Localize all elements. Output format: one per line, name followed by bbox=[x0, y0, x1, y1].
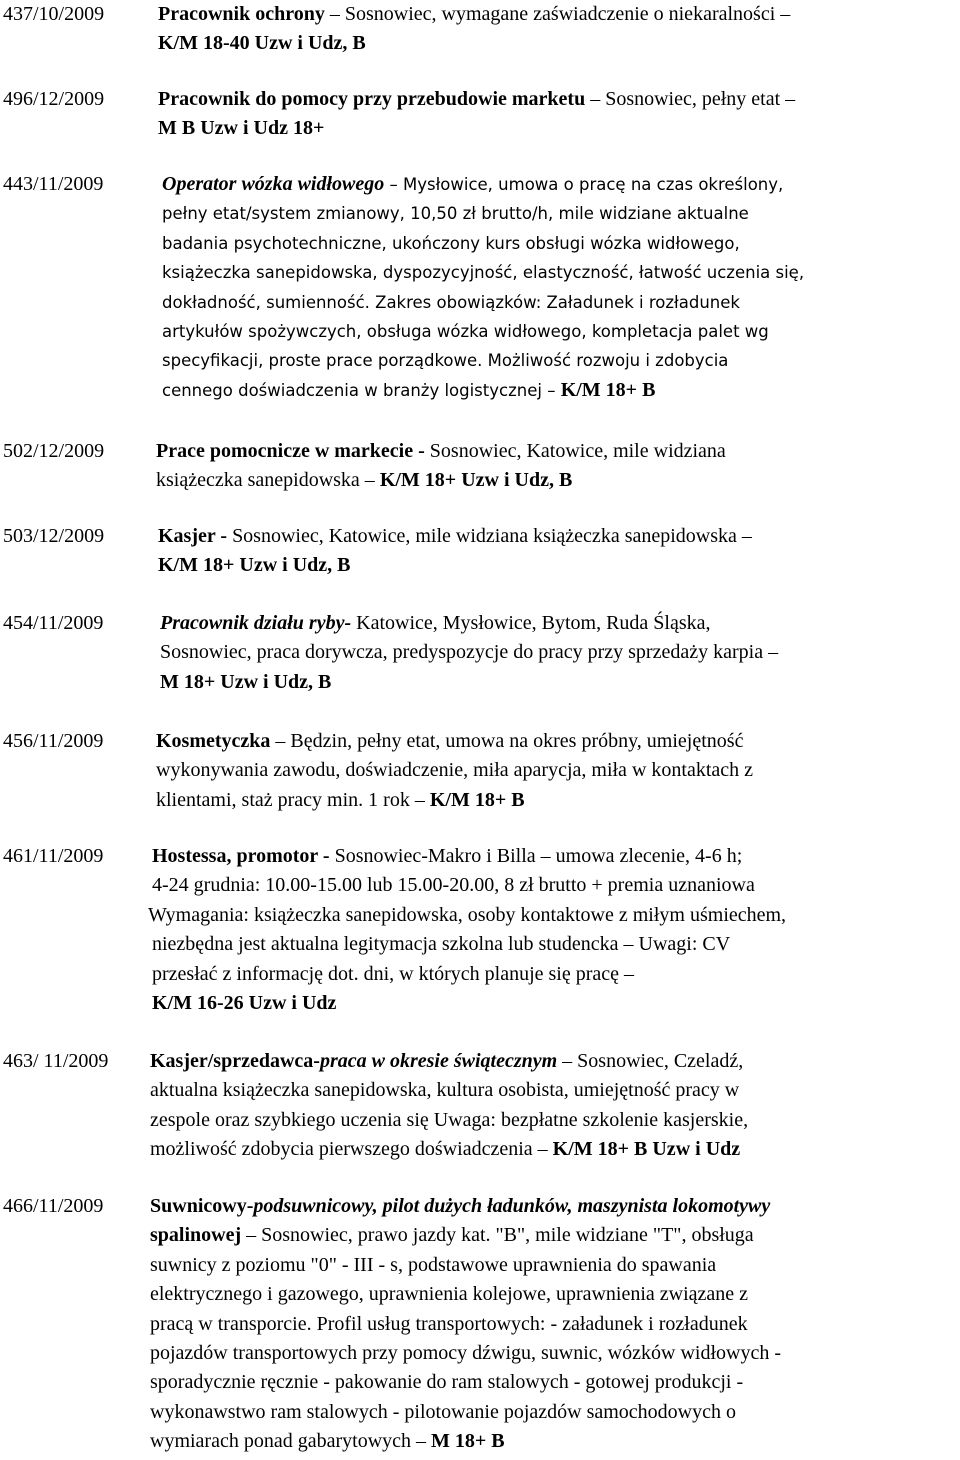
description-text: możliwość zdobycia pierwszego doświadczenia – bbox=[150, 1138, 553, 1161]
job-title-text: M 18+ Uzw i Udz, B bbox=[160, 670, 332, 693]
description-text: Wymagania: książeczka sanepidowska, osoby kontaktowe z miłym uśmiechem, bbox=[148, 903, 787, 926]
description-line bbox=[162, 288, 804, 317]
description-text: – Będzin, pełny etat, umowa na okres próbny, umiejętność bbox=[270, 730, 744, 752]
description-text: Sosnowiec-Makro i Billa – umowa zlecenie, 4-6 h; bbox=[329, 845, 743, 867]
job-description bbox=[160, 609, 778, 697]
job-title-text: K/M 18+ Uzw i Udz, B bbox=[379, 469, 573, 492]
job-title-text: K/M 18+ Uzw i Udz, B bbox=[158, 554, 351, 577]
job-id: 454/11/2009 bbox=[3, 612, 104, 634]
description-line bbox=[152, 842, 786, 871]
description-line bbox=[156, 727, 753, 756]
description-text: artykułów spożywczych, obsługa wózka widłowego, kompletacja palet wg bbox=[162, 322, 769, 342]
description-text: badania psychotechniczne, ukończony kurs obsługi wózka widłowego, bbox=[162, 233, 740, 253]
job-description bbox=[148, 842, 787, 1018]
description-text: zespole oraz szybkiego uczenia się Uwaga: bezpłatne szkolenie kasjerskie, bbox=[150, 1108, 749, 1131]
job-description bbox=[156, 437, 726, 496]
job-id: 437/10/2009 bbox=[3, 3, 105, 25]
description-line bbox=[150, 1368, 781, 1397]
description-line bbox=[158, 114, 795, 143]
description-text: wykonywania zawodu, doświadczenie, miła aparycja, miła w kontaktach z bbox=[156, 759, 754, 782]
description-text: – Sosnowiec, prawo jazdy kat. "B", mile widziane "T", obsługa bbox=[241, 1224, 754, 1247]
description-text: książeczka sanepidowska, dyspozycyjność, elastyczność, łatwość uczenia się, bbox=[162, 263, 805, 283]
job-title-text: K/M 18+ B Uzw i Udz bbox=[552, 1138, 741, 1161]
job-id: 463/ 11/2009 bbox=[3, 1050, 109, 1072]
description-line bbox=[150, 1310, 781, 1339]
description-text: wykonawstwo ram stalowych - pilotowanie pojazdów samochodowych o bbox=[150, 1400, 736, 1423]
job-title-text: Pracownik działu ryby- bbox=[160, 612, 352, 634]
description-text: pracą w transporcie. Profil usług transportowych: - załadunek i rozładunek bbox=[150, 1312, 748, 1335]
description-line bbox=[148, 901, 786, 930]
description-line bbox=[150, 1280, 781, 1309]
description-text: – Sosnowiec, wymagane zaświadczenie o niekaralności – bbox=[324, 3, 791, 25]
description-line bbox=[162, 229, 804, 258]
description-line bbox=[162, 258, 804, 287]
job-title-text: praca w okresie świątecznym bbox=[319, 1050, 558, 1072]
description-line bbox=[152, 989, 786, 1018]
job-title-text: K/M 18+ B bbox=[560, 378, 656, 401]
description-line bbox=[158, 0, 790, 29]
description-text: pełny etat/system zmianowy, 10,50 zł brutto/h, mile widziane aktualne bbox=[162, 204, 749, 224]
description-line bbox=[158, 551, 752, 580]
job-title-text: K/M 18-40 Uzw i Udz, B bbox=[158, 32, 366, 55]
job-title-text: Hostessa, promotor - bbox=[152, 845, 330, 867]
description-line bbox=[150, 1221, 781, 1250]
job-id: 456/11/2009 bbox=[3, 730, 104, 752]
description-line bbox=[162, 317, 804, 346]
job-title-text: Prace pomocnicze w markecie - bbox=[156, 440, 425, 462]
job-title-text: Kasjer - bbox=[158, 525, 228, 547]
description-line bbox=[162, 199, 804, 228]
description-text: Sosnowiec, Katowice, mile widziana książeczka sanepidowska – bbox=[227, 525, 752, 547]
description-line bbox=[150, 1076, 748, 1105]
job-description bbox=[158, 85, 795, 144]
description-text: suwnicy z poziomu "0" - III - s, podstawowe uprawnienia do spawania bbox=[150, 1253, 717, 1276]
description-text: przesłać z informację dot. dni, w których planuje się pracę – bbox=[152, 962, 635, 985]
description-text: 4-24 grudnia: 10.00-15.00 lub 15.00-20.00, 8 zł brutto + premia uznaniowa bbox=[152, 874, 755, 897]
job-id: 466/11/2009 bbox=[3, 1195, 104, 1217]
description-text: dokładność, sumienność. Zakres obowiązków: Załadunek i rozładunek bbox=[162, 292, 740, 312]
job-description bbox=[162, 170, 804, 405]
description-line bbox=[156, 437, 726, 466]
job-id: 502/12/2009 bbox=[3, 440, 105, 462]
job-description bbox=[158, 522, 752, 581]
job-title-text: M B Uzw i Udz 18+ bbox=[158, 117, 325, 140]
description-line bbox=[150, 1427, 781, 1456]
description-line bbox=[160, 609, 778, 638]
description-line bbox=[156, 786, 753, 815]
description-line bbox=[150, 1251, 781, 1280]
description-line bbox=[162, 376, 804, 405]
description-text: pojazdów transportowych przy pomocy dźwigu, suwnic, wózków widłowych - bbox=[150, 1342, 781, 1365]
description-line bbox=[158, 85, 795, 114]
job-description bbox=[150, 1192, 781, 1457]
description-text: książeczka sanepidowska – bbox=[156, 469, 380, 492]
job-description bbox=[158, 0, 790, 59]
description-line bbox=[150, 1047, 748, 1076]
description-line bbox=[162, 346, 804, 375]
description-text: Sosnowiec, praca dorywcza, predyspozycje do pracy przy sprzedaży karpia – bbox=[160, 641, 779, 664]
job-id: 461/11/2009 bbox=[3, 845, 104, 867]
description-text: sporadycznie ręcznie - pakowanie do ram stalowych - gotowej produkcji - bbox=[150, 1371, 744, 1394]
job-description bbox=[156, 727, 753, 815]
description-text: specyfikacji, proste prace porządkowe. Możliwość rozwoju i zdobycia bbox=[162, 351, 729, 371]
job-title-text: podsuwnicowy, pilot dużych ładunków, maszynista lokomotywy bbox=[253, 1195, 771, 1217]
description-text: wymiarach ponad gabarytowych – bbox=[150, 1430, 432, 1453]
description-text: – Sosnowiec, pełny etat – bbox=[585, 88, 796, 110]
job-title-text: K/M 18+ B bbox=[429, 788, 525, 811]
description-line bbox=[152, 871, 786, 900]
description-line bbox=[158, 29, 790, 58]
description-line bbox=[150, 1106, 748, 1135]
job-id: 503/12/2009 bbox=[3, 525, 105, 547]
description-text: Katowice, Mysłowice, Bytom, Ruda Śląska, bbox=[351, 612, 711, 634]
job-title-text: Operator wózka widłowego bbox=[162, 173, 385, 195]
job-title-text: Kosmetyczka bbox=[156, 730, 271, 752]
description-line bbox=[160, 668, 778, 697]
description-line bbox=[150, 1192, 781, 1221]
description-line bbox=[152, 960, 786, 989]
description-line bbox=[152, 930, 786, 959]
description-line bbox=[156, 466, 726, 495]
description-text: elektrycznego i gazowego, uprawnienia kolejowe, uprawnienia związane z bbox=[150, 1283, 749, 1306]
job-title-text: K/M 16-26 Uzw i Udz bbox=[152, 992, 337, 1015]
job-id: 443/11/2009 bbox=[3, 173, 104, 195]
job-title-text: M 18+ B bbox=[431, 1430, 505, 1453]
description-text: niezbędna jest aktualna legitymacja szkolna lub studencka – Uwagi: CV bbox=[152, 933, 731, 956]
description-line bbox=[150, 1339, 781, 1368]
description-text: klientami, staż pracy min. 1 rok – bbox=[156, 788, 430, 811]
description-line bbox=[162, 170, 804, 199]
description-text: cennego doświadczenia w branży logistycznej – bbox=[162, 380, 561, 400]
job-title-text: spalinowej bbox=[150, 1224, 242, 1247]
job-title-text: Kasjer/sprzedawca- bbox=[150, 1050, 320, 1072]
description-text: Sosnowiec, Katowice, mile widziana bbox=[424, 440, 726, 462]
job-description bbox=[150, 1047, 748, 1165]
job-id: 496/12/2009 bbox=[3, 88, 105, 110]
description-text: – Mysłowice, umowa o pracę na czas określony, bbox=[384, 175, 784, 194]
description-text: – Sosnowiec, Czeladź, bbox=[557, 1050, 744, 1072]
description-text: aktualna książeczka sanepidowska, kultura osobista, umiejętność pracy w bbox=[150, 1079, 740, 1102]
description-line bbox=[156, 756, 753, 785]
description-line bbox=[158, 522, 752, 551]
description-line bbox=[150, 1398, 781, 1427]
job-title-text: Pracownik do pomocy przy przebudowie marketu bbox=[158, 88, 586, 110]
description-line bbox=[150, 1135, 748, 1164]
job-title-text: Pracownik ochrony bbox=[158, 3, 325, 25]
job-title-text: Suwnicowy- bbox=[150, 1195, 254, 1217]
description-line bbox=[160, 638, 778, 667]
